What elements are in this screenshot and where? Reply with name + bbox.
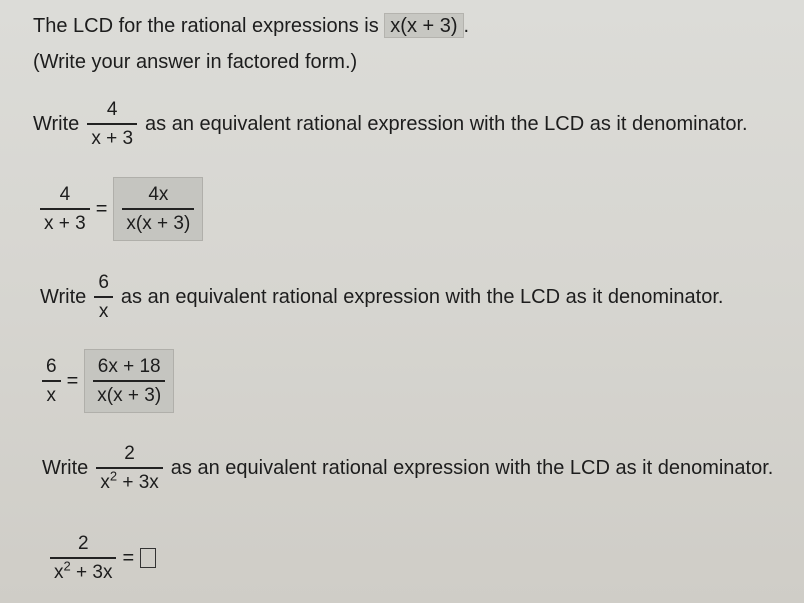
problem-2-lhs-fraction bbox=[42, 356, 61, 406]
problem-2-prompt-suffix: as an equivalent rational expression with the LCD as it denominator. bbox=[120, 286, 724, 308]
problem-3-fraction-denominator bbox=[96, 469, 162, 493]
problem-3-lhs-numerator: 2 bbox=[77, 533, 89, 554]
problem-3-lhs-den-exponent: 2 bbox=[63, 558, 71, 574]
problem-1-prompt-prefix: Write bbox=[33, 113, 80, 135]
problem-2-fraction-denominator: x bbox=[98, 301, 109, 322]
problem-2-prompt-prefix: Write bbox=[40, 286, 87, 308]
lcd-answer-box[interactable] bbox=[384, 13, 463, 38]
problem-3-answer-row bbox=[50, 533, 156, 583]
equals-sign: = bbox=[122, 546, 135, 569]
lcd-statement-suffix: . bbox=[463, 15, 470, 37]
problem-3-den-base: x bbox=[100, 472, 110, 493]
problem-1-lhs-numerator: 4 bbox=[59, 184, 71, 205]
problem-1-answer-box[interactable] bbox=[113, 177, 203, 241]
problem-1-prompt-suffix: as an equivalent rational expression with the LCD as it denominator. bbox=[145, 113, 748, 135]
lcd-statement-prefix: The LCD for the rational expressions is bbox=[33, 15, 379, 37]
problem-2-lhs-denominator: x bbox=[46, 385, 57, 406]
problem-3-lhs-denominator bbox=[50, 559, 116, 583]
problem-2-answer-box[interactable] bbox=[84, 349, 174, 413]
problem-3-den-exponent: 2 bbox=[109, 468, 118, 484]
problem-2-prompt bbox=[40, 272, 723, 322]
problem-3-prompt-suffix: as an equivalent rational expression with the LCD as it denominator. bbox=[170, 457, 774, 479]
lcd-statement bbox=[33, 13, 469, 38]
equals-sign: = bbox=[95, 197, 108, 220]
problem-3-lhs-den-rest: + 3x bbox=[70, 562, 113, 583]
problem-3-fraction bbox=[96, 443, 162, 493]
problem-2-answer-row bbox=[42, 349, 174, 413]
equals-sign: = bbox=[66, 369, 79, 392]
problem-2-answer-denominator: x(x + 3) bbox=[97, 385, 162, 406]
problem-3-answer-input[interactable] bbox=[140, 548, 156, 568]
problem-3-prompt-prefix: Write bbox=[42, 457, 89, 479]
lcd-value: x(x + 3) bbox=[390, 15, 458, 37]
instruction: (Write your answer in factored form.) bbox=[33, 51, 358, 73]
problem-1-prompt bbox=[33, 99, 748, 149]
problem-2-lhs-numerator: 6 bbox=[46, 356, 57, 377]
problem-2-fraction bbox=[94, 272, 113, 322]
problem-3-prompt bbox=[42, 443, 773, 493]
problem-3-lhs-den-base: x bbox=[54, 562, 64, 583]
problem-1-answer-row bbox=[40, 177, 203, 241]
problem-1-fraction-denominator: x + 3 bbox=[91, 128, 134, 149]
problem-2-answer-numerator: 6x + 18 bbox=[97, 356, 161, 377]
problem-3-lhs-fraction bbox=[50, 533, 116, 583]
problem-1-answer-numerator: 4x bbox=[148, 184, 169, 205]
problem-3-den-rest: + 3x bbox=[117, 472, 159, 493]
problem-1-fraction bbox=[87, 99, 137, 149]
problem-1-answer-denominator: x(x + 3) bbox=[126, 213, 191, 234]
problem-2-fraction-numerator: 6 bbox=[98, 272, 109, 293]
problem-1-fraction-numerator: 4 bbox=[106, 99, 118, 120]
problem-1-lhs-fraction bbox=[40, 184, 90, 234]
problem-3-fraction-numerator: 2 bbox=[124, 443, 135, 464]
problem-1-lhs-denominator: x + 3 bbox=[44, 213, 86, 234]
